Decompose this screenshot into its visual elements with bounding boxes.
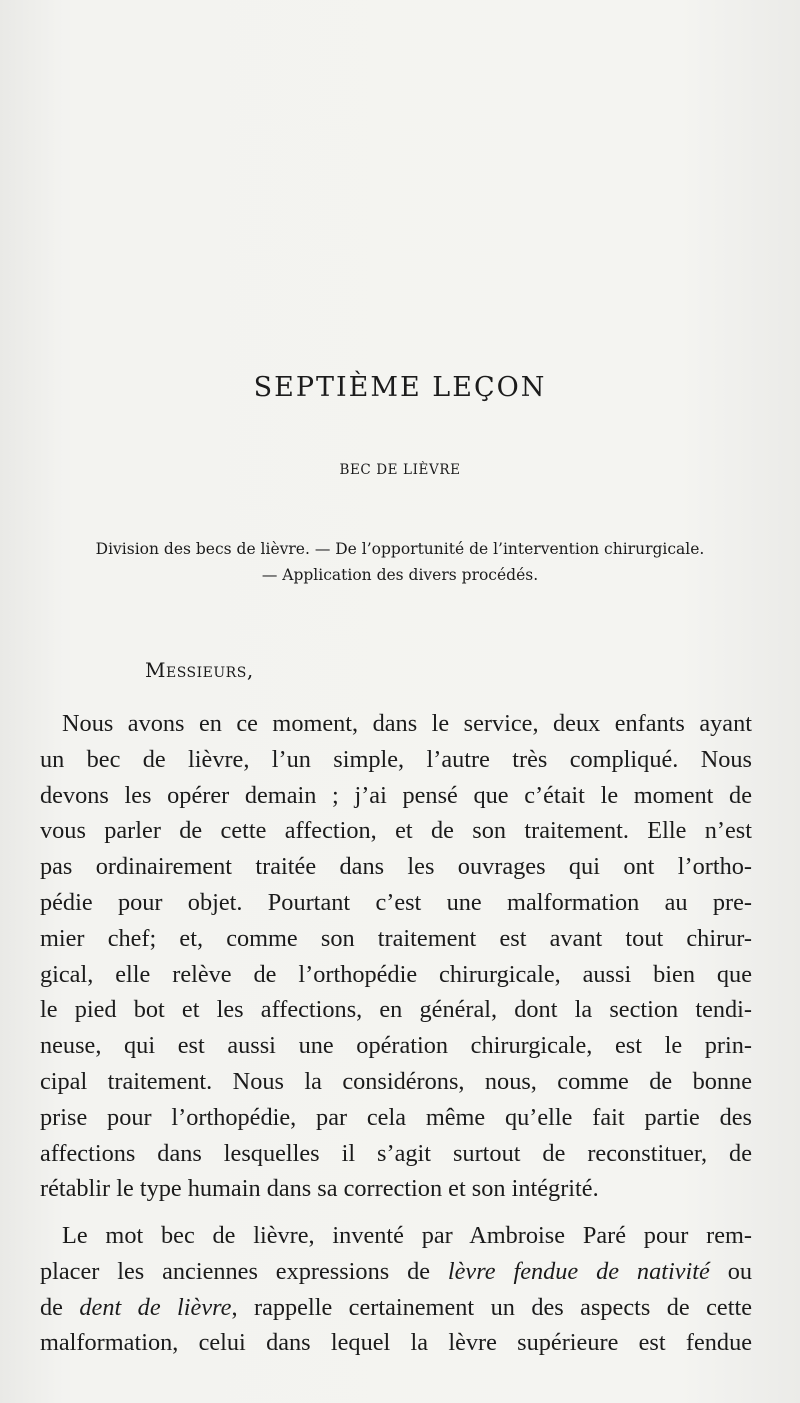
- paragraph-1-line: pédie pour objet. Pourtant c’est une malformation au pre-: [40, 888, 752, 916]
- paragraph-1-line: un bec de lièvre, l’un simple, l’autre très compliqué. Nous: [40, 745, 752, 773]
- paragraph-1-line: neuse, qui est aussi une opération chirurgicale, est le prin-: [40, 1032, 752, 1060]
- paragraph-2-line: [40, 1290, 752, 1326]
- paragraph-2-text: de: [40, 1293, 80, 1321]
- paragraph-1-line: pas ordinairement traitée dans les ouvrages qui ont l’ortho-: [40, 853, 752, 881]
- paragraph-1-line: gical, elle relève de l’orthopédie chirurgicale, aussi bien que: [40, 960, 752, 988]
- paragraph-1-line: affections dans lesquelles il s’agit surtout de reconstituer, de: [40, 1139, 752, 1167]
- paragraph-1-line: mier chef; et, comme son traitement est avant tout chirur-: [40, 924, 752, 952]
- paragraph-2-text: placer les anciennes expressions de: [40, 1257, 448, 1285]
- paragraph-1-line: vous parler de cette affection, et de son traitement. Elle n’est: [40, 817, 752, 845]
- paragraph-1-line: rétablir le type humain dans sa correction et son intégrité.: [40, 1175, 599, 1203]
- summary-line-1: Division des becs de lièvre. — De l’opportunité de l’intervention chirurgicale.: [95, 540, 705, 558]
- lesson-title: SEPTIÈME LEÇON: [253, 372, 547, 403]
- paragraph-2-line: [40, 1254, 752, 1290]
- paragraph-2-line: Le mot bec de lièvre, inventé par Ambroise Paré pour rem-: [62, 1222, 752, 1249]
- paragraph-1-line: devons les opérer demain ; j’ai pensé que c’était le moment de: [40, 781, 752, 809]
- paragraph-2-text: , rappelle certainement un des aspects de cette: [231, 1293, 752, 1321]
- paragraph-2-italic: lèvre fendue de nativité: [447, 1257, 710, 1285]
- paragraph-1-line: prise pour l’orthopédie, par cela même qu’elle fait partie des: [40, 1103, 752, 1131]
- paragraph-1: [40, 706, 752, 1207]
- paragraph-2-line: malformation, celui dans lequel la lèvre supérieure est fendue: [40, 1329, 752, 1357]
- paragraph-2: [40, 1218, 752, 1361]
- lesson-summary: [40, 536, 760, 588]
- lesson-subtitle: BEC DE LIÈVRE: [339, 462, 461, 478]
- paragraph-1-line: le pied bot et les affections, en général, dont la section tendi-: [40, 996, 752, 1024]
- paragraph-1-line: cipal traitement. Nous la considérons, nous, comme de bonne: [40, 1067, 752, 1095]
- paragraph-2-italic: dent de lièvre: [79, 1293, 232, 1321]
- summary-line-2: — Application des divers procédés.: [261, 566, 539, 584]
- salutation: Messieurs,: [145, 658, 254, 682]
- paragraph-2-text: ou: [709, 1257, 752, 1285]
- paragraph-1-line: Nous avons en ce moment, dans le service, deux enfants ayant: [62, 710, 752, 737]
